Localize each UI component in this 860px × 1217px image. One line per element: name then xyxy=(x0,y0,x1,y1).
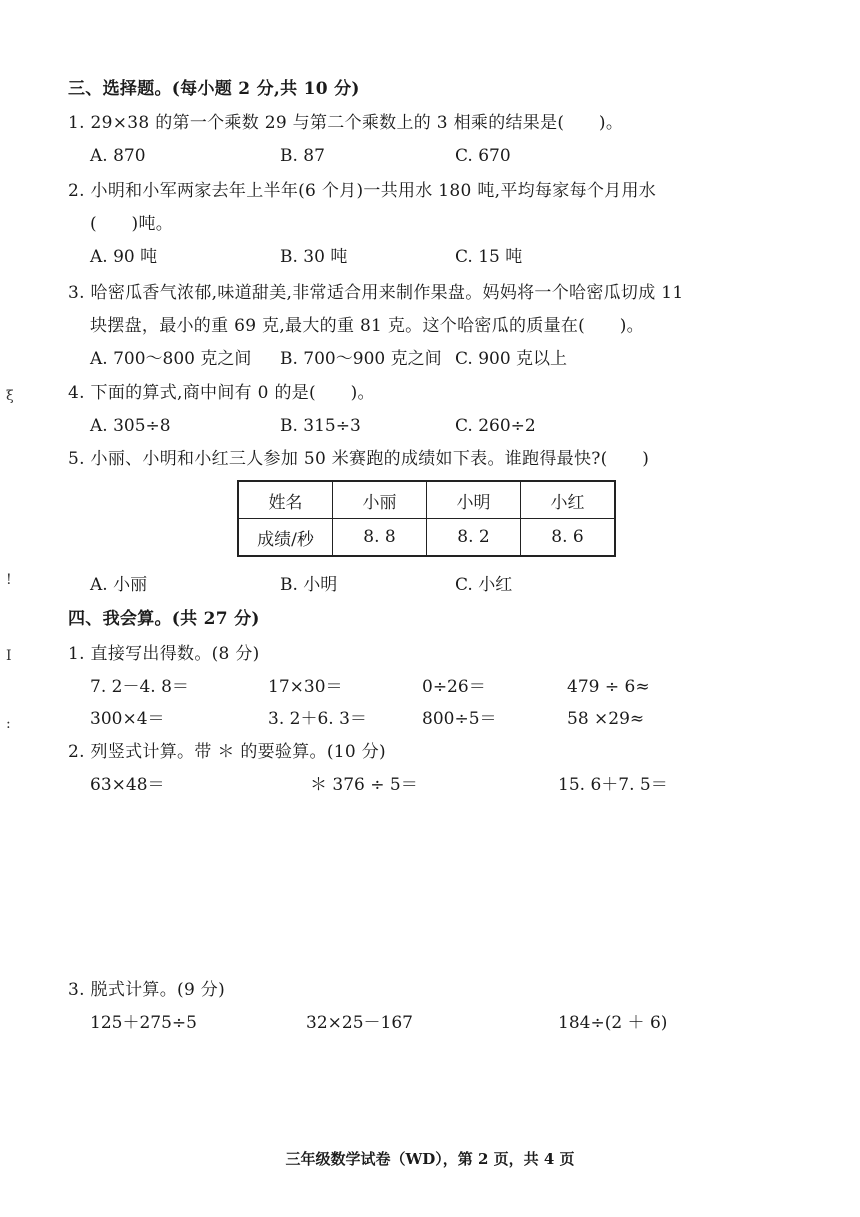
table-cell: 成绩/秒 xyxy=(238,519,333,557)
q3-text-2: 块摆盘，最小的重 69 克,最大的重 81 克。这个哈密瓜的质量在( )。 xyxy=(90,316,644,336)
q5-option-b: B. 小明 xyxy=(280,575,338,595)
q1-option-c: C. 670 xyxy=(455,146,511,166)
margin-mark: ! xyxy=(6,572,12,588)
q3-option-c: C. 900 克以上 xyxy=(455,349,568,369)
table-cell: 8. 2 xyxy=(427,519,521,557)
q4-option-b: B. 315÷3 xyxy=(280,416,361,436)
mental-calc-item: 479 ÷ 6≈ xyxy=(567,677,650,697)
mental-calc-item: 800÷5＝ xyxy=(422,709,497,729)
table-cell: 姓名 xyxy=(238,481,333,519)
race-results-table xyxy=(237,480,616,557)
vertical-calc-item: 15. 6＋7. 5＝ xyxy=(558,775,668,795)
q2-option-b: B. 30 吨 xyxy=(280,247,348,267)
margin-mark: : xyxy=(6,716,11,732)
q2-option-a: A. 90 吨 xyxy=(90,247,158,267)
q1-option-a: A. 870 xyxy=(90,146,146,166)
q1-text: 1. 29×38 的第一个乘数 29 与第二个乘数上的 3 相乘的结果是( )。 xyxy=(68,113,624,133)
table-cell: 小明 xyxy=(427,481,521,519)
q4-option-c: C. 260÷2 xyxy=(455,416,536,436)
q1-option-b: B. 87 xyxy=(280,146,325,166)
vertical-calc-item: 63×48＝ xyxy=(90,775,165,795)
table-cell: 8. 6 xyxy=(521,519,616,557)
q5-option-c: C. 小红 xyxy=(455,575,513,595)
p1-title: 1. 直接写出得数。(8 分) xyxy=(68,644,260,664)
mental-calc-item: 7. 2－4. 8＝ xyxy=(90,677,189,697)
q3-option-b: B. 700～900 克之间 xyxy=(280,349,442,369)
p2-title: 2. 列竖式计算。带 ＊ 的要验算。(10 分) xyxy=(68,742,386,762)
step-calc-item: 32×25－167 xyxy=(306,1013,413,1033)
mental-calc-item: 58 ×29≈ xyxy=(567,709,645,729)
table-cell: 小丽 xyxy=(333,481,427,519)
q5-text: 5. 小丽、小明和小红三人参加 50 米赛跑的成绩如下表。谁跑得最快?( ) xyxy=(68,449,650,469)
table-cell: 小红 xyxy=(521,481,616,519)
step-calc-item: 184÷(2 ＋ 6) xyxy=(558,1013,668,1033)
step-calc-item: 125＋275÷5 xyxy=(90,1013,197,1033)
q4-text: 4. 下面的算式,商中间有 0 的是( )。 xyxy=(68,383,375,403)
q2-option-c: C. 15 吨 xyxy=(455,247,523,267)
vertical-calc-item: ＊ 376 ÷ 5＝ xyxy=(310,775,418,795)
q3-option-a: A. 700～800 克之间 xyxy=(90,349,252,369)
page-footer: 三年级数学试卷（WD），第 2 页，共 4 页 xyxy=(285,1150,575,1168)
margin-mark: I xyxy=(6,648,12,664)
q4-option-a: A. 305÷8 xyxy=(90,416,171,436)
mental-calc-item: 0÷26＝ xyxy=(422,677,486,697)
q3-text: 3. 哈密瓜香气浓郁,味道甜美,非常适合用来制作果盘。妈妈将一个哈密瓜切成 11 xyxy=(68,283,684,303)
q5-option-a: A. 小丽 xyxy=(90,575,148,595)
section3-title: 三、选择题。(每小题 2 分,共 10 分) xyxy=(68,79,360,99)
table-cell: 8. 8 xyxy=(333,519,427,557)
mental-calc-item: 17×30＝ xyxy=(268,677,343,697)
section4-title: 四、我会算。(共 27 分) xyxy=(68,609,260,629)
q2-text: 2. 小明和小军两家去年上半年(6 个月)一共用水 180 吨,平均每家每个月用水 xyxy=(68,181,657,201)
table-header-row xyxy=(238,481,615,519)
q2-text-2: ( )吨。 xyxy=(90,214,174,234)
mental-calc-item: 3. 2＋6. 3＝ xyxy=(268,709,367,729)
mental-calc-item: 300×4＝ xyxy=(90,709,165,729)
margin-mark: ξ xyxy=(6,388,14,404)
p3-title: 3. 脱式计算。(9 分) xyxy=(68,980,226,1000)
table-row xyxy=(238,519,615,557)
